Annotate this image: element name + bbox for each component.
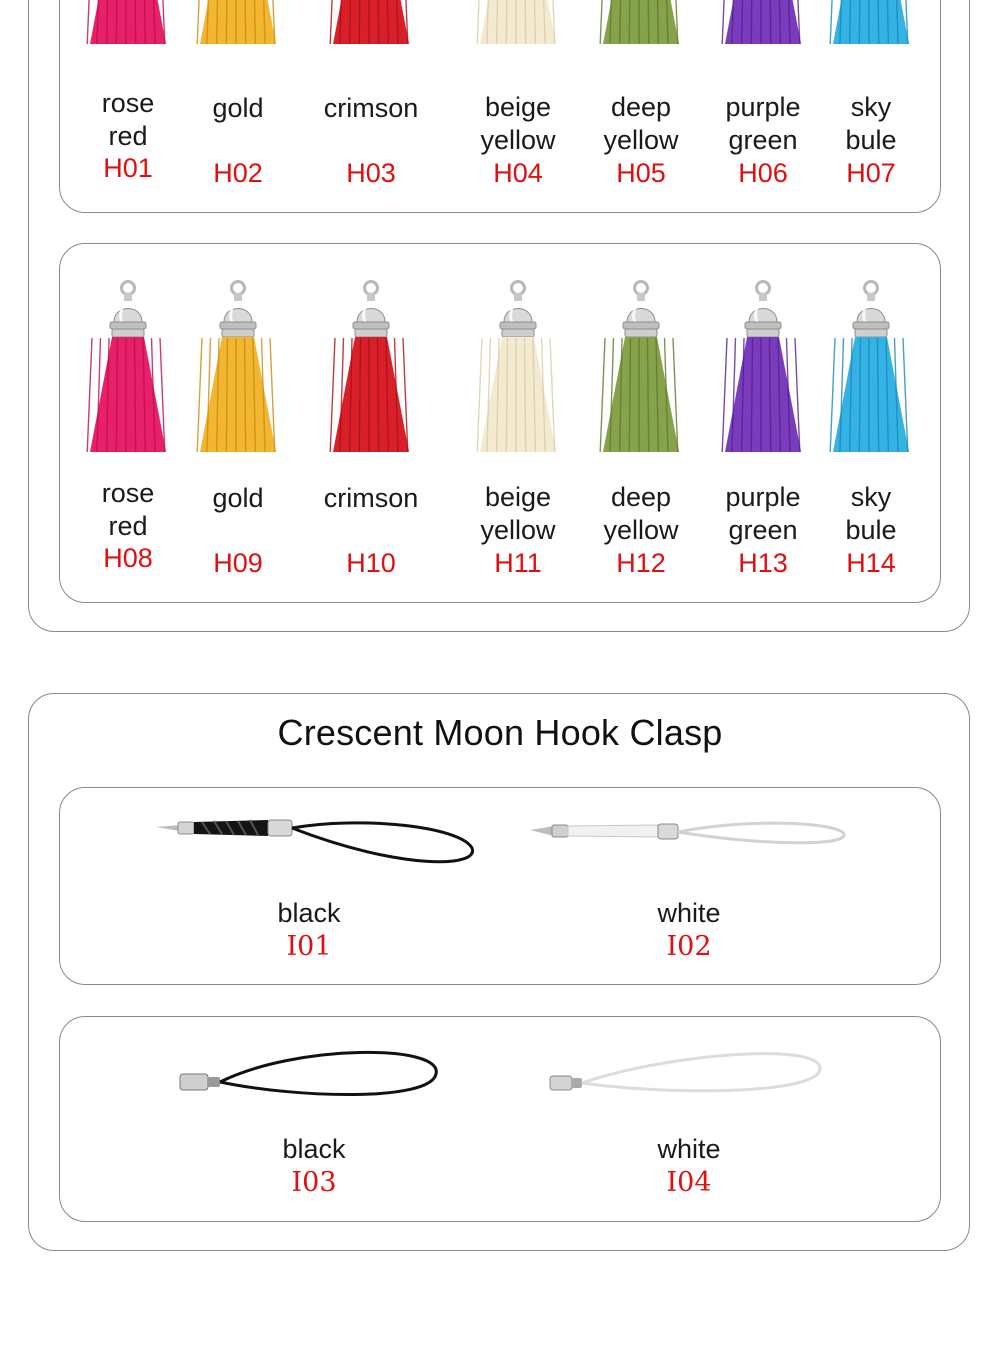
tassel-image — [321, 278, 421, 460]
clasp-code-label: I01 — [286, 931, 332, 962]
black-loop-strap-image — [176, 1046, 446, 1116]
tassel-color-code: H11 — [494, 548, 542, 578]
tassel-color-name: purple green — [725, 482, 801, 545]
tassel-image — [321, 0, 421, 52]
tassel-image — [821, 0, 921, 52]
tassel-color-name: deep yellow — [603, 482, 679, 545]
tassel-color-name: rose red — [101, 478, 155, 541]
tassel-color-code: H09 — [213, 548, 263, 578]
tassel-color-code: H13 — [738, 548, 788, 578]
clasp-code-label: I02 — [666, 931, 712, 962]
tassel-image — [591, 0, 691, 52]
tassel-color-code: H04 — [493, 158, 543, 188]
section-title: Crescent Moon Hook Clasp — [277, 712, 723, 753]
tassel-color-name: crimson — [323, 93, 419, 123]
tassel-color-name: deep yellow — [603, 92, 679, 155]
tassel-image — [821, 278, 921, 460]
clasp-code-label: I04 — [666, 1167, 712, 1198]
tassel-image — [713, 0, 813, 52]
tassel-color-name: purple green — [725, 92, 801, 155]
tassel-image — [591, 278, 691, 460]
tassel-color-code: H08 — [103, 543, 153, 573]
black-strap-with-clasp-image — [150, 808, 480, 878]
tassel-color-code: H07 — [846, 158, 896, 188]
tassel-image — [468, 0, 568, 52]
tassel-color-code: H05 — [616, 158, 666, 188]
clasp-name-label: black — [277, 898, 341, 928]
tassel-color-code: H06 — [738, 158, 788, 188]
tassel-color-code: H01 — [103, 153, 153, 183]
tassel-color-code: H12 — [616, 548, 666, 578]
tassel-image — [188, 278, 288, 460]
clasp-name-label: white — [657, 1134, 721, 1164]
tassel-color-code: H03 — [346, 158, 396, 188]
tassel-image — [713, 278, 813, 460]
tassel-color-name: crimson — [323, 483, 419, 513]
tassel-image — [468, 278, 568, 460]
white-loop-strap-image — [546, 1046, 836, 1116]
tassel-image — [78, 0, 178, 52]
tassel-color-code: H02 — [213, 158, 263, 188]
tassel-image — [78, 278, 178, 460]
clasp-name-label: black — [282, 1134, 346, 1164]
tassel-color-code: H10 — [346, 548, 396, 578]
tassel-image — [188, 0, 288, 52]
tassel-color-name: rose red — [101, 88, 155, 151]
clasp-code-label: I03 — [291, 1167, 337, 1198]
tassel-color-name: sky bule — [845, 92, 897, 155]
tassel-color-name: beige yellow — [480, 92, 556, 155]
tassel-color-name: beige yellow — [480, 482, 556, 545]
tassel-color-name: sky bule — [845, 482, 897, 545]
white-strap-with-clasp-image — [526, 808, 856, 878]
tassel-color-code: H14 — [846, 548, 896, 578]
tassel-color-name: gold — [212, 483, 264, 513]
clasp-name-label: white — [657, 898, 721, 928]
tassel-color-name: gold — [212, 93, 264, 123]
